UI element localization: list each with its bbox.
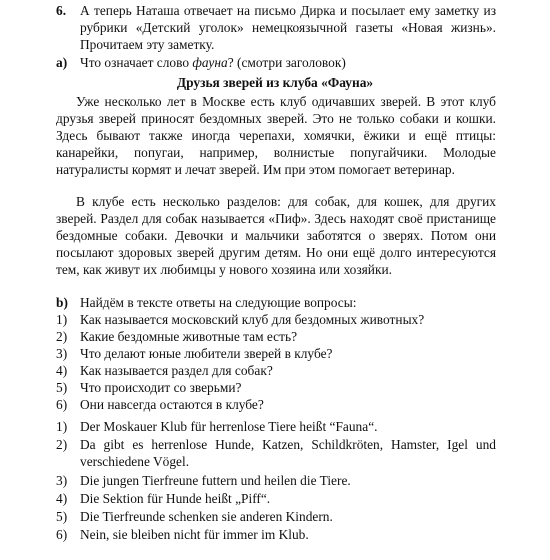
part-a-italic-word: фауна <box>192 55 228 70</box>
answer-text: Die Sektion für Hunde heißt „Piff“. <box>80 491 271 506</box>
exercise-intro: А теперь Наташа отвечает на письмо Дирка и посылает ему заметку из рубрики «Детский уголок» немецкоязычной газеты «Новая жизнь». Прочитаем эту заметку. <box>80 3 496 52</box>
question-text: Что делают юные любители зверей в клубе? <box>80 346 333 361</box>
article-title: Друзья зверей из клуба «Фауна» <box>176 75 374 90</box>
answer-text: Die jungen Tierfreune futtern und heilen die Tiere. <box>80 473 351 488</box>
answer-number: 6) <box>56 527 68 542</box>
answer-text: Der Moskauer Klub für herrenlose Tiere heißt “Fauna“. <box>80 419 378 434</box>
question-text: Что происходит со зверьми? <box>80 380 242 395</box>
part-a-text-after: ? (смотри заголовок) <box>227 55 346 70</box>
question-number: 5) <box>56 380 68 395</box>
part-a-question <box>80 54 496 71</box>
article-paragraph-2: В клубе есть несколько разделов: для собак, для кошек, для других зверей. Раздел для собак называется «Пиф». Здесь находят своё пристанище бездомные собаки. Девочки и мальчики заботятся о зверях. Потом они посылают здоровых зверей другим детям. Но они ещё долго интересуются тем, как живут их любимцы у нового хозяина или хозяйки. <box>56 194 496 277</box>
question-number: 3) <box>56 346 68 361</box>
question-number: 4) <box>56 363 68 378</box>
question-text: Какие бездомные животные там есть? <box>80 329 298 344</box>
question-text: Как называется московский клуб для бездомных животных? <box>80 312 425 327</box>
answer-number: 5) <box>56 509 68 524</box>
question-text: Как называется раздел для собак? <box>80 363 273 378</box>
part-a-label: a) <box>56 55 68 70</box>
answer-text: Da gibt es herrenlose Hunde, Katzen, Schildkröten, Hamster, Igel und verschiedene Vögel. <box>80 437 496 469</box>
article-paragraph-1: Уже несколько лет в Москве есть клуб одичавших зверей. В этот клуб друзья зверей приносят бездомных зверей. Это не только собаки и кошки. Здесь бывают также иногда черепахи, хомячки, ёжики и ещё птицы: канарейки, попугаи, например, волнистые попугайчики. Молодые натуралисты кормят и лечат зверей. Им при этом помогает ветеринар. <box>56 94 496 177</box>
exercise-number: 6. <box>56 3 67 18</box>
answer-text: Die Tierfreunde schenken sie anderen Kindern. <box>80 509 333 524</box>
question-number: 1) <box>56 312 68 327</box>
answer-number: 3) <box>56 473 68 488</box>
answer-number: 2) <box>56 437 68 452</box>
answer-text: Nein, sie bleiben nicht für immer im Klub. <box>80 527 309 542</box>
question-number: 2) <box>56 329 68 344</box>
part-b-label: b) <box>56 295 68 310</box>
question-number: 6) <box>56 397 68 412</box>
part-a-text-before: Что означает слово <box>80 55 193 70</box>
part-b-instruction: Найдём в тексте ответы на следующие вопросы: <box>80 295 357 310</box>
question-text: Они навсегда остаются в клубе? <box>80 397 264 412</box>
answer-number: 4) <box>56 491 68 506</box>
answer-number: 1) <box>56 419 68 434</box>
